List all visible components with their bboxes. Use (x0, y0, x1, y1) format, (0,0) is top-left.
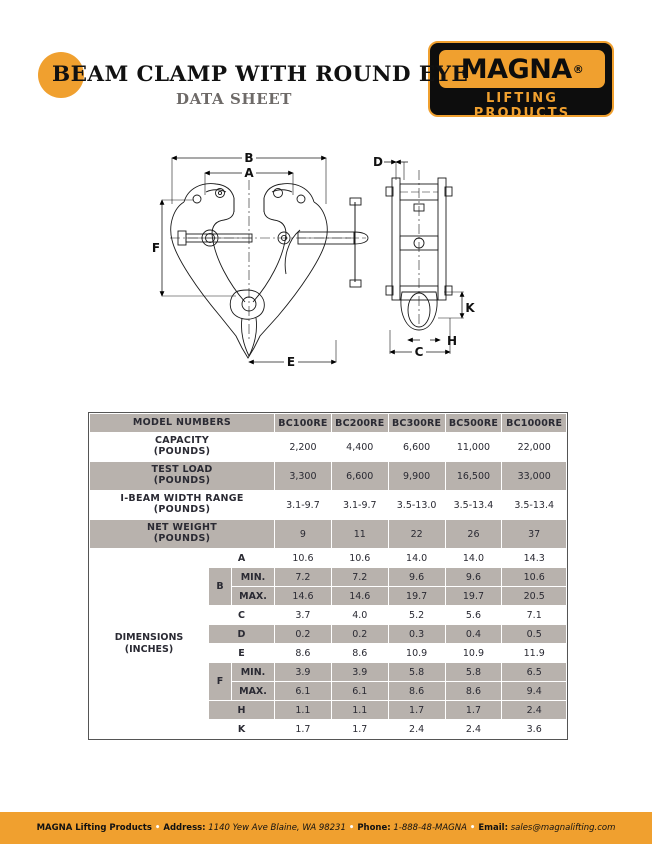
test-load-cell-3: 16,500 (446, 462, 502, 490)
dim-d-cell-3: 0.4 (446, 625, 502, 643)
dim-c-cell-3: 5.6 (446, 606, 502, 624)
dim-b-min-cell-3: 9.6 (446, 568, 502, 586)
dim-f-min-cell-2: 5.8 (389, 663, 445, 681)
spec-table (88, 412, 568, 740)
table-row-capacity (90, 433, 566, 461)
dim-name-a: A (209, 549, 274, 567)
dim-label-c: C (414, 345, 424, 359)
page-footer (0, 812, 652, 844)
capacity-cell-4: 22,000 (502, 433, 566, 461)
footer-company: MAGNA Lifting Products (36, 823, 152, 833)
dim-b-max-cell-3: 19.7 (446, 587, 502, 605)
model-cell-0: BC100RE (275, 414, 331, 432)
footer-phone-value[interactable]: 1-888-48-MAGNA (393, 823, 467, 833)
dim-c-cell-2: 5.2 (389, 606, 445, 624)
dim-f-max-cell-2: 8.6 (389, 682, 445, 700)
dim-e-cell-0: 8.6 (275, 644, 331, 662)
dim-f-max-cell-0: 6.1 (275, 682, 331, 700)
dim-k-cell-2: 2.4 (389, 720, 445, 738)
dim-label-h: H (446, 334, 458, 348)
ibeam-cell-3: 3.5-13.4 (446, 491, 502, 519)
dim-c-cell-4: 7.1 (502, 606, 566, 624)
dim-label-a: A (244, 166, 254, 180)
net-weight-cell-3: 26 (446, 520, 502, 548)
specifications-table (88, 412, 568, 740)
dim-e-cell-1: 8.6 (332, 644, 388, 662)
dim-a-cell-1: 10.6 (332, 549, 388, 567)
dim-d-cell-0: 0.2 (275, 625, 331, 643)
footer-email-value[interactable]: sales@magnalifting.com (510, 823, 616, 833)
dim-h-cell-4: 2.4 (502, 701, 566, 719)
ibeam-width-label: I-BEAM WIDTH RANGE (POUNDS) (90, 491, 274, 519)
capacity-cell-2: 6,600 (389, 433, 445, 461)
dim-b-max-cell-1: 14.6 (332, 587, 388, 605)
dim-f-min-label: MIN. (232, 663, 274, 681)
dim-e-cell-2: 10.9 (389, 644, 445, 662)
footer-email-label: Email: (478, 823, 508, 833)
table-row-ibeam-width (90, 491, 566, 519)
dim-c-cell-0: 3.7 (275, 606, 331, 624)
dim-k-cell-4: 3.6 (502, 720, 566, 738)
ibeam-cell-4: 3.5-13.4 (502, 491, 566, 519)
page-header (0, 0, 652, 122)
ibeam-cell-2: 3.5-13.0 (389, 491, 445, 519)
dim-label-k: K (465, 301, 475, 315)
dim-name-k: K (209, 720, 274, 738)
dim-f-max-cell-4: 9.4 (502, 682, 566, 700)
dim-c-cell-1: 4.0 (332, 606, 388, 624)
test-load-cell-1: 6,600 (332, 462, 388, 490)
test-load-cell-2: 9,900 (389, 462, 445, 490)
dim-h-cell-2: 1.7 (389, 701, 445, 719)
dim-k-cell-1: 1.7 (332, 720, 388, 738)
dim-name-b: B (209, 568, 231, 605)
logo-tagline: LIFTING PRODUCTS (473, 91, 571, 121)
dim-b-min-label: MIN. (232, 568, 274, 586)
dim-f-min-cell-4: 6.5 (502, 663, 566, 681)
model-cell-3: BC500RE (446, 414, 502, 432)
product-technical-drawing (150, 140, 520, 370)
page-title: BEAM CLAMP WITH ROUND EYE (52, 62, 469, 87)
dim-f-max-cell-3: 8.6 (446, 682, 502, 700)
footer-address-value: 1140 Yew Ave Blaine, WA 98231 (208, 823, 346, 833)
dim-d-cell-4: 0.5 (502, 625, 566, 643)
dimensions-label: DIMENSIONS (INCHES) (90, 549, 208, 738)
dim-d-cell-2: 0.3 (389, 625, 445, 643)
dim-b-min-cell-0: 7.2 (275, 568, 331, 586)
dim-f-max-label: MAX. (232, 682, 274, 700)
dim-b-min-cell-4: 10.6 (502, 568, 566, 586)
test-load-cell-4: 33,000 (502, 462, 566, 490)
dim-f-max-cell-1: 6.1 (332, 682, 388, 700)
dim-b-max-label: MAX. (232, 587, 274, 605)
dim-b-max-cell-2: 19.7 (389, 587, 445, 605)
dim-h-cell-3: 1.7 (446, 701, 502, 719)
net-weight-cell-2: 22 (389, 520, 445, 548)
table-row-models (90, 414, 566, 432)
registered-trademark-icon: ® (572, 62, 584, 76)
footer-separator-1: • (154, 823, 161, 833)
net-weight-cell-4: 37 (502, 520, 566, 548)
dim-name-f: F (209, 663, 231, 700)
table-row-dim-a (90, 549, 566, 567)
dim-f-min-cell-0: 3.9 (275, 663, 331, 681)
dim-f-min-cell-1: 3.9 (332, 663, 388, 681)
dim-name-e: E (209, 644, 274, 662)
dim-k-cell-3: 2.4 (446, 720, 502, 738)
dim-b-min-cell-1: 7.2 (332, 568, 388, 586)
dim-h-cell-0: 1.1 (275, 701, 331, 719)
capacity-cell-0: 2,200 (275, 433, 331, 461)
footer-separator-2: • (348, 823, 355, 833)
page-subtitle: DATA SHEET (176, 90, 293, 108)
ibeam-cell-1: 3.1-9.7 (332, 491, 388, 519)
dim-h-cell-1: 1.1 (332, 701, 388, 719)
dim-name-h: H (209, 701, 274, 719)
dim-k-cell-0: 1.7 (275, 720, 331, 738)
dim-name-d: D (209, 625, 274, 643)
model-numbers-label: MODEL NUMBERS (90, 414, 274, 432)
capacity-label: CAPACITY (POUNDS) (90, 433, 274, 461)
dim-label-d: D (373, 155, 383, 169)
net-weight-cell-0: 9 (275, 520, 331, 548)
dim-f-min-cell-3: 5.8 (446, 663, 502, 681)
capacity-cell-3: 11,000 (446, 433, 502, 461)
test-load-label: TEST LOAD (POUNDS) (90, 462, 274, 490)
dim-d-cell-1: 0.2 (332, 625, 388, 643)
dim-name-c: C (209, 606, 274, 624)
model-cell-1: BC200RE (332, 414, 388, 432)
table-row-net-weight (90, 520, 566, 548)
footer-separator-3: • (469, 823, 476, 833)
dim-a-cell-3: 14.0 (446, 549, 502, 567)
dim-label-b: B (244, 151, 254, 165)
footer-contact-line (37, 823, 616, 833)
model-cell-4: BC1000RE (502, 414, 566, 432)
dim-label-e: E (286, 355, 296, 369)
model-cell-2: BC300RE (389, 414, 445, 432)
drawing-svg (150, 140, 520, 370)
dim-label-f: F (151, 241, 161, 255)
net-weight-label: NET WEIGHT (POUNDS) (90, 520, 274, 548)
dim-b-max-cell-4: 20.5 (502, 587, 566, 605)
dim-a-cell-0: 10.6 (275, 549, 331, 567)
dim-e-cell-4: 11.9 (502, 644, 566, 662)
footer-address-label: Address: (163, 823, 206, 833)
footer-phone-label: Phone: (357, 823, 391, 833)
test-load-cell-0: 3,300 (275, 462, 331, 490)
net-weight-cell-1: 11 (332, 520, 388, 548)
dim-e-cell-3: 10.9 (446, 644, 502, 662)
dim-b-max-cell-0: 14.6 (275, 587, 331, 605)
dim-b-min-cell-2: 9.6 (389, 568, 445, 586)
table-row-test-load (90, 462, 566, 490)
logo-brand-label: MAGNA (460, 53, 572, 85)
dim-a-cell-4: 14.3 (502, 549, 566, 567)
capacity-cell-1: 4,400 (332, 433, 388, 461)
ibeam-cell-0: 3.1-9.7 (275, 491, 331, 519)
dim-a-cell-2: 14.0 (389, 549, 445, 567)
